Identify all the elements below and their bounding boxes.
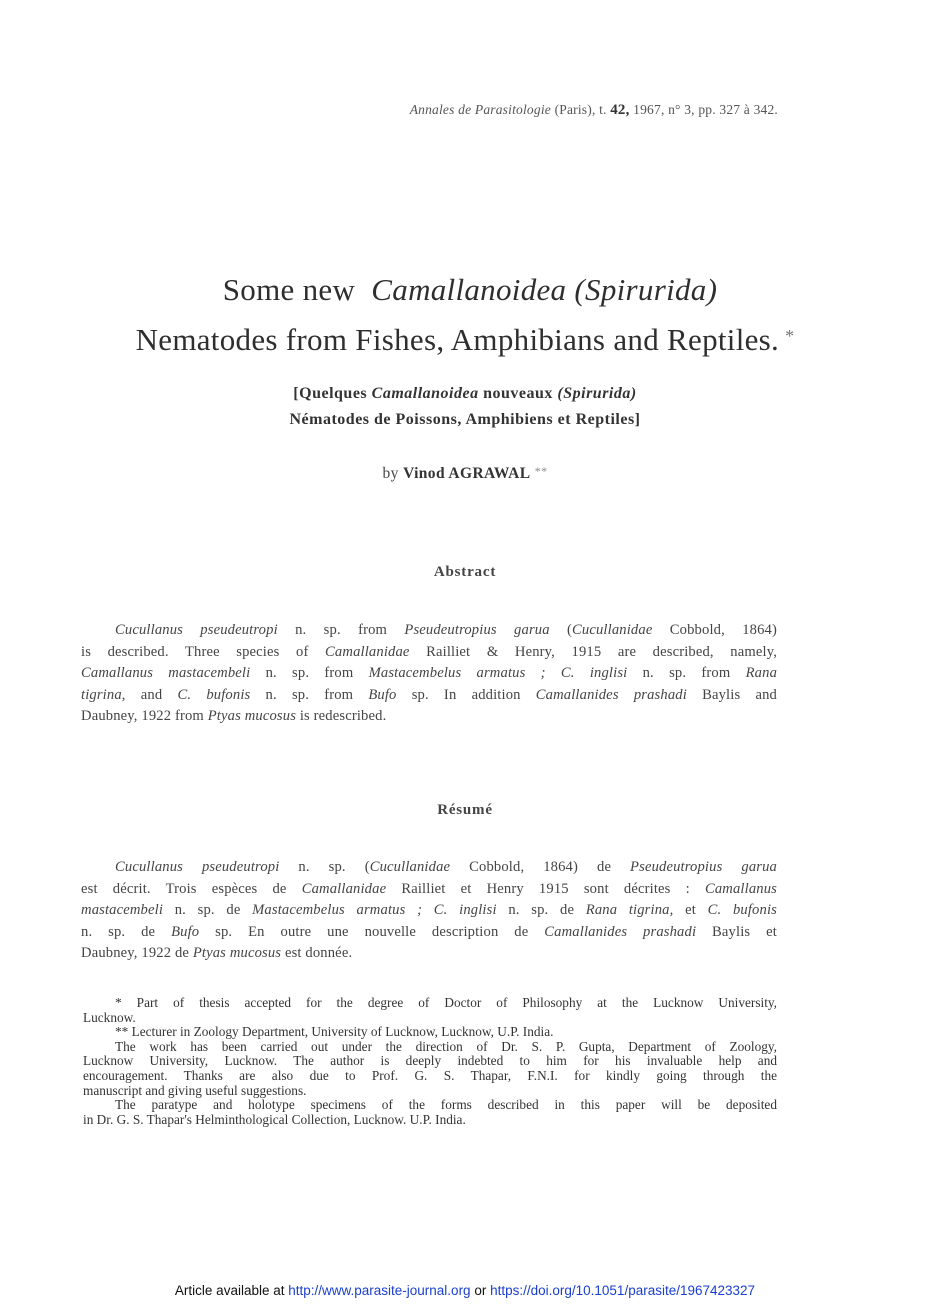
- footnotes: [83, 996, 777, 1127]
- author-footnote-mark: **: [534, 464, 548, 478]
- text-run: est donnée.: [281, 945, 353, 961]
- taxon-name: Pseudeutropius garua: [630, 859, 777, 875]
- abstract-line: [81, 685, 777, 707]
- title-line-1: [0, 272, 930, 308]
- text-run: n. sp. (: [279, 859, 370, 875]
- text-run: et: [673, 902, 708, 918]
- footnote-line: in Dr. G. S. Thapar's Helminthological Collection, Lucknow. U.P. India.: [83, 1111, 466, 1127]
- footnote-line: manuscript and giving useful suggestions.: [83, 1082, 307, 1098]
- taxon-name: C. bufonis: [177, 686, 251, 703]
- taxon-name: Camallanidae: [301, 880, 387, 897]
- taxon-name: mastacembeli: [81, 902, 164, 918]
- text-run: Railliet & Henry, 1915 are described, namely,: [409, 643, 777, 660]
- text-run: n. sp. from: [277, 622, 405, 638]
- author-name: Vinod AGRAWAL: [403, 465, 531, 482]
- taxon-name: Ptyas mucosus: [207, 708, 297, 724]
- abstract-line: [81, 663, 777, 685]
- text-run: n. sp. from: [627, 665, 746, 681]
- text-run: is described. Three species of: [81, 643, 326, 660]
- abstract-heading: Abstract: [433, 564, 497, 580]
- text-run: sp. En outre une nouvelle description de: [199, 923, 545, 940]
- taxon-name: Cucullanidae: [369, 859, 451, 875]
- subtitle-part: Camallanoidea: [371, 385, 479, 402]
- title-footnote-mark: *: [785, 326, 795, 346]
- taxon-name: Cucullanidae: [572, 622, 653, 638]
- footer-prefix: Article available at: [174, 1283, 289, 1298]
- text-run: Baylis et: [696, 923, 777, 940]
- taxon-name: Bufo: [368, 686, 397, 703]
- footnote-line: * Part of thesis accepted for the degree of Doctor of Philosophy at the Lucknow University,: [115, 995, 777, 1010]
- text-run: (: [549, 622, 573, 638]
- taxon-name: Mastacembelus armatus ; C. inglisi: [368, 665, 628, 681]
- text-run: est décrit. Trois espèces de: [81, 880, 302, 897]
- journal-reference: [410, 102, 778, 119]
- text-run: sp. In addition: [396, 686, 536, 703]
- resume-line: [81, 857, 777, 879]
- taxon-name: Cucullanus pseudeutropi: [115, 859, 280, 875]
- subtitle-line-1: [0, 385, 930, 403]
- title-text: Nematodes from Fishes, Amphibians and Reptiles.: [135, 322, 780, 357]
- subtitle-part: [Quelques: [293, 385, 368, 402]
- footer-or: or: [470, 1283, 491, 1298]
- text-run: n. sp. from: [250, 665, 369, 681]
- text-run: n. sp. de: [81, 923, 172, 940]
- journal-pages: 1967, n° 3, pp. 327 à 342.: [633, 102, 778, 117]
- footnote-line: encouragement. Thanks are also due to Prof. G. S. Thapar, F.N.I. for kindly going through the: [83, 1067, 777, 1083]
- footnote-line: ** Lecturer in Zoology Department, University of Lucknow, Lucknow, U.P. India.: [115, 1024, 554, 1040]
- taxon-name: Camallanidae: [325, 643, 410, 660]
- resume-line: [81, 943, 777, 965]
- taxon-name: tigrina,: [81, 686, 126, 703]
- byline: [0, 464, 930, 483]
- taxon-name: Ptyas mucosus: [192, 945, 282, 961]
- journal-name: Annales de Parasitologie: [409, 102, 551, 117]
- text-run: Baylis and: [686, 686, 777, 703]
- text-run: Daubney, 1922 from: [81, 708, 208, 724]
- taxon-name: Pseudeutropius garua: [404, 622, 550, 638]
- text-run: Cobbold, 1864): [652, 622, 778, 638]
- title-italic: Camallanoidea (Spirurida): [371, 272, 718, 307]
- taxon-name: Mastacembelus armatus ; C. inglisi: [252, 902, 497, 918]
- subtitle-part: (Spirurida): [557, 385, 637, 402]
- subtitle-line-2: Nématodes de Poissons, Amphibiens et Reptiles]: [289, 411, 641, 428]
- abstract-line: [81, 642, 777, 664]
- subtitle-part: nouveaux: [483, 385, 553, 402]
- resume-line: [81, 879, 777, 901]
- abstract-line: [81, 706, 777, 728]
- text-run: Daubney, 1922 de: [81, 945, 193, 961]
- taxon-name: Camallanus: [704, 880, 777, 897]
- journal-volume: 42,: [610, 102, 630, 118]
- abstract-line: [81, 620, 777, 642]
- text-run: n. sp. de: [496, 902, 586, 918]
- text-run: is redescribed.: [296, 708, 387, 724]
- doi-link[interactable]: https://doi.org/10.1051/parasite/1967423327: [490, 1283, 756, 1298]
- text-run: and: [125, 686, 178, 703]
- text-run: n. sp. from: [250, 686, 369, 703]
- footnote-line: Lucknow.: [83, 1009, 136, 1025]
- taxon-name: C. bufonis: [707, 902, 777, 918]
- journal-link[interactable]: http://www.parasite-journal.org: [288, 1283, 471, 1298]
- footnote-line: The work has been carried out under the direction of Dr. S. P. Gupta, Department of Zoology,: [115, 1038, 777, 1054]
- journal-city: (Paris), t.: [554, 102, 607, 117]
- taxon-name: Cucullanus pseudeutropi: [115, 622, 278, 638]
- availability-footer: [0, 1283, 930, 1298]
- resume-heading: Résumé: [437, 802, 493, 818]
- taxon-name: Rana: [745, 665, 778, 681]
- taxon-name: Camallanus mastacembeli: [81, 665, 251, 681]
- abstract-text: [81, 620, 777, 728]
- taxon-name: Bufo: [171, 923, 200, 940]
- text-run: Cobbold, 1864) de: [450, 859, 631, 875]
- footnote-line: The paratype and holotype specimens of the forms described in this paper will be deposited: [115, 1097, 777, 1113]
- taxon-name: Camallanides prashadi: [535, 686, 687, 703]
- text-run: Railliet et Henry 1915 sont décrites :: [386, 880, 705, 897]
- title-line-2: [0, 322, 930, 358]
- title-plain: Some new: [222, 272, 356, 307]
- taxon-name: Camallanides prashadi: [544, 923, 697, 940]
- resume-line: [81, 922, 777, 944]
- byline-by: by: [382, 465, 399, 482]
- footnote-line: Lucknow University, Lucknow. The author is deeply indebted to him for his invaluable help and: [83, 1053, 777, 1069]
- text-run: n. sp. de: [163, 902, 253, 918]
- resume-line: [81, 900, 777, 922]
- taxon-name: Rana tigrina,: [585, 902, 674, 918]
- resume-text: [81, 857, 777, 965]
